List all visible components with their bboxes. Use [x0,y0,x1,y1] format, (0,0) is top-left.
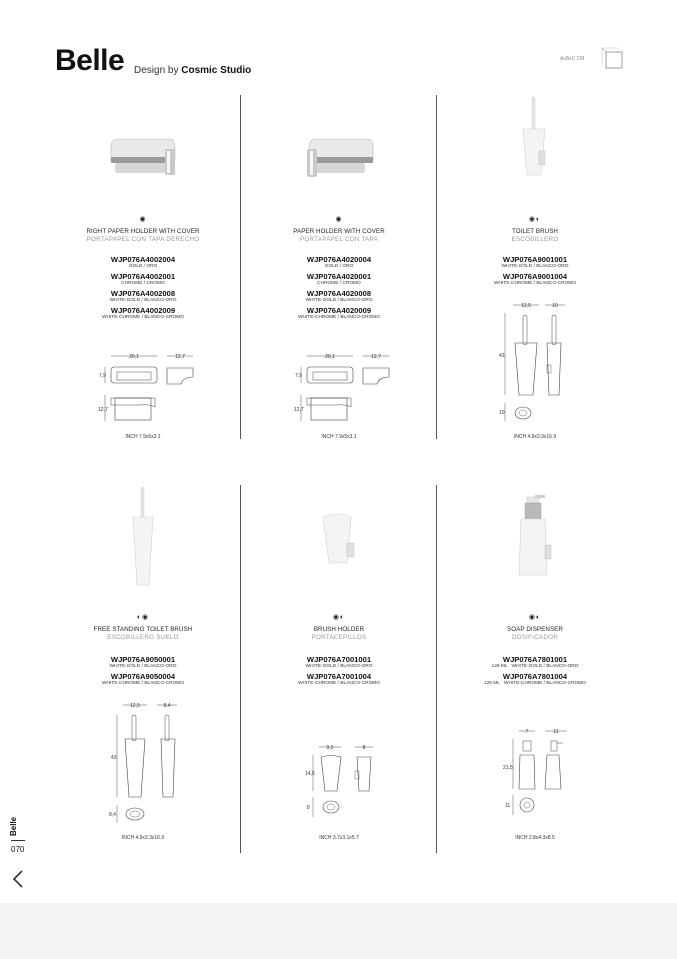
dim-depth-2: 8 [307,805,310,811]
dim-depth-2: 10 [499,410,505,416]
dim-width: 12,5 [521,303,531,309]
product-code: WJP076A7801001 [502,655,568,664]
product-code: WJP076A7001001 [306,655,372,664]
designer-credit [134,65,251,76]
dim-height: 43 [111,755,117,761]
product-finish: WHITE-CHROME / BLANCO-CROMO [101,315,185,320]
product-name-es: PORTACEPILLOS [311,634,367,641]
product-finish: WHITE-CHROME / BLANCO-CROMO [297,681,381,686]
product-name-en: PAPER HOLDER WITH COVER [293,228,385,235]
product-finish: GOLD / ORO [128,264,158,269]
brand-title: Belle [55,44,125,77]
dim-depth: 12,7 [371,354,381,360]
product-code: WJP076A9001001 [502,255,568,264]
product-name-en: TOILET BRUSH [511,228,558,235]
product-card [45,95,241,440]
product-code: WJP076A4002009 [110,306,176,315]
dim-width: 20,1 [325,354,335,360]
side-divider [11,840,25,841]
product-code: WJP076A9050004 [110,672,176,681]
product-codes [241,655,437,689]
finish-swatch-icons: ◉◐ [332,614,346,621]
product-name-en: RIGHT PAPER HOLDER WITH COVER [86,228,200,235]
design-by-label: Design by [134,65,179,76]
dim-width: 7 [525,729,529,735]
finish-text: WHITE-GOLD / BLANCO-ORO [511,664,579,669]
dim-height-2: 12,7 [98,407,108,413]
product-name-es: DOSIFICADOR [511,634,559,641]
product-finish: WHITE-CHROME / BLANCO-CROMO [493,281,577,286]
free-standing-toilet-brush-image [129,485,157,587]
product-card [45,485,241,853]
brush-holder-image [319,511,359,567]
studio-name: Cosmic Studio [181,65,252,76]
product-code: WJP076A7001004 [306,672,372,681]
product-code: WJP076A4020009 [306,306,372,315]
product-code: WJP076A4002004 [110,255,176,264]
toilet-brush-image [519,95,549,177]
dim-depth: 10 [552,303,558,309]
finish-swatch-icons: ◉◐ [528,614,542,621]
dim-depth: 12,7 [175,354,185,360]
product-codes [437,655,633,689]
inch-dimensions: INCH 3.7x3.1x5.7 [319,835,359,841]
technical-drawing [241,741,437,831]
dimension-legend: AxBxC CM [560,56,585,62]
inch-dimensions: INCH 7.9x5x3.1 [321,434,357,440]
footer-bar [0,903,677,959]
product-code: WJP076A7801004 [502,672,568,681]
product-code: WJP076A4002008 [110,289,176,298]
dim-width: 20,1 [129,354,139,360]
product-card [241,95,437,440]
dim-height: 14,5 [305,771,315,777]
product-finish: CHROME / CROMO [121,281,165,286]
page-number: 070 [11,845,25,854]
product-finish: WHITE-GOLD / BLANCO-ORO [109,664,177,669]
product-finish: WHITE-CHROME / BLANCO-CROMO [297,315,381,320]
dim-height: 7,9 [99,373,106,379]
paper-holder-image [105,135,181,185]
finish-swatch-icons: ◉ [139,216,147,223]
product-code: WJP076A4020004 [306,255,372,264]
product-card [437,485,633,853]
dim-height: 43 [499,353,505,359]
product-code: WJP076A4002001 [110,272,176,281]
product-code: WJP076A9001004 [502,272,568,281]
soap-dispenser-image [515,493,559,577]
product-codes [437,255,633,289]
product-codes [241,255,437,323]
technical-drawing [437,725,633,831]
dim-depth-2: 11 [505,803,511,809]
product-name-en: SOAP DISPENSER [507,626,563,633]
product-name-es: PORTAPAPEL CON TAPA [299,236,379,243]
technical-drawing [241,347,437,432]
finish-swatch-icons: ◐◉ [136,614,150,621]
product-finish [437,681,633,687]
product-code: WJP076A4020008 [306,289,372,298]
product-name-en: BRUSH HOLDER [313,626,365,633]
inch-dimensions: INCH 4.9x3.3x16.9 [121,835,165,841]
finish-text: WHITE-CHROME / BLANCO-CROMO [503,681,587,686]
technical-drawing [437,299,633,435]
dim-height-2: 12,7 [294,407,304,413]
cube-dimension-icon [600,46,626,72]
inch-dimensions: INCH 2.8x4.3x8.5 [515,835,555,841]
inch-dimensions: INCH 7.9x5x3.1 [125,434,161,440]
product-finish: GOLD / ORO [324,264,354,269]
product-code: WJP076A4020001 [306,272,372,281]
dim-width: 9,5 [326,745,334,751]
product-name-en: FREE STANDING TOILET BRUSH [93,626,193,633]
product-name-es: ESCOBILLERO SUELO [107,634,179,641]
dim-depth: 8,4 [163,703,171,709]
product-finish: WHITE-CHROME / BLANCO-CROMO [101,681,185,686]
capacity-ml: 125 ML [491,664,508,669]
dim-depth-2: 8,4 [109,812,116,818]
product-finish: CHROME / CROMO [317,281,361,286]
product-name-es: PORTAPAPEL CON TAPA DERECHO [86,236,200,243]
product-finish: WHITE-GOLD / BLANCO-ORO [109,298,177,303]
product-name-es: ESCOBILLERO [511,236,559,243]
paper-holder-image [303,135,379,185]
chevron-left-icon[interactable] [8,868,30,890]
product-finish [437,664,633,670]
product-code: WJP076A9050001 [110,655,176,664]
capacity-ml: 125 ML [483,681,500,686]
finish-swatch-icons: ◉◐ [528,216,542,223]
product-finish: WHITE-GOLD / BLANCO-ORO [305,298,373,303]
product-card [241,485,437,853]
side-collection-name: Belle [9,816,18,836]
dim-depth: 11 [553,729,559,735]
product-finish: WHITE-GOLD / BLANCO-ORO [305,664,373,669]
product-codes [45,255,241,323]
dim-height: 21,5 [503,765,513,771]
technical-drawing [45,699,241,835]
technical-drawing [45,347,241,432]
dim-depth: 8 [362,745,366,751]
finish-swatch-icons: ◉ [335,216,343,223]
product-codes [45,655,241,689]
dim-height: 7,9 [295,373,302,379]
product-card [437,95,633,440]
dim-width: 12,5 [130,703,140,709]
inch-dimensions: INCH 4.9x3.9x16.9 [513,434,557,440]
product-finish: WHITE-GOLD / BLANCO-ORO [501,264,569,269]
side-collection-label [9,816,31,838]
